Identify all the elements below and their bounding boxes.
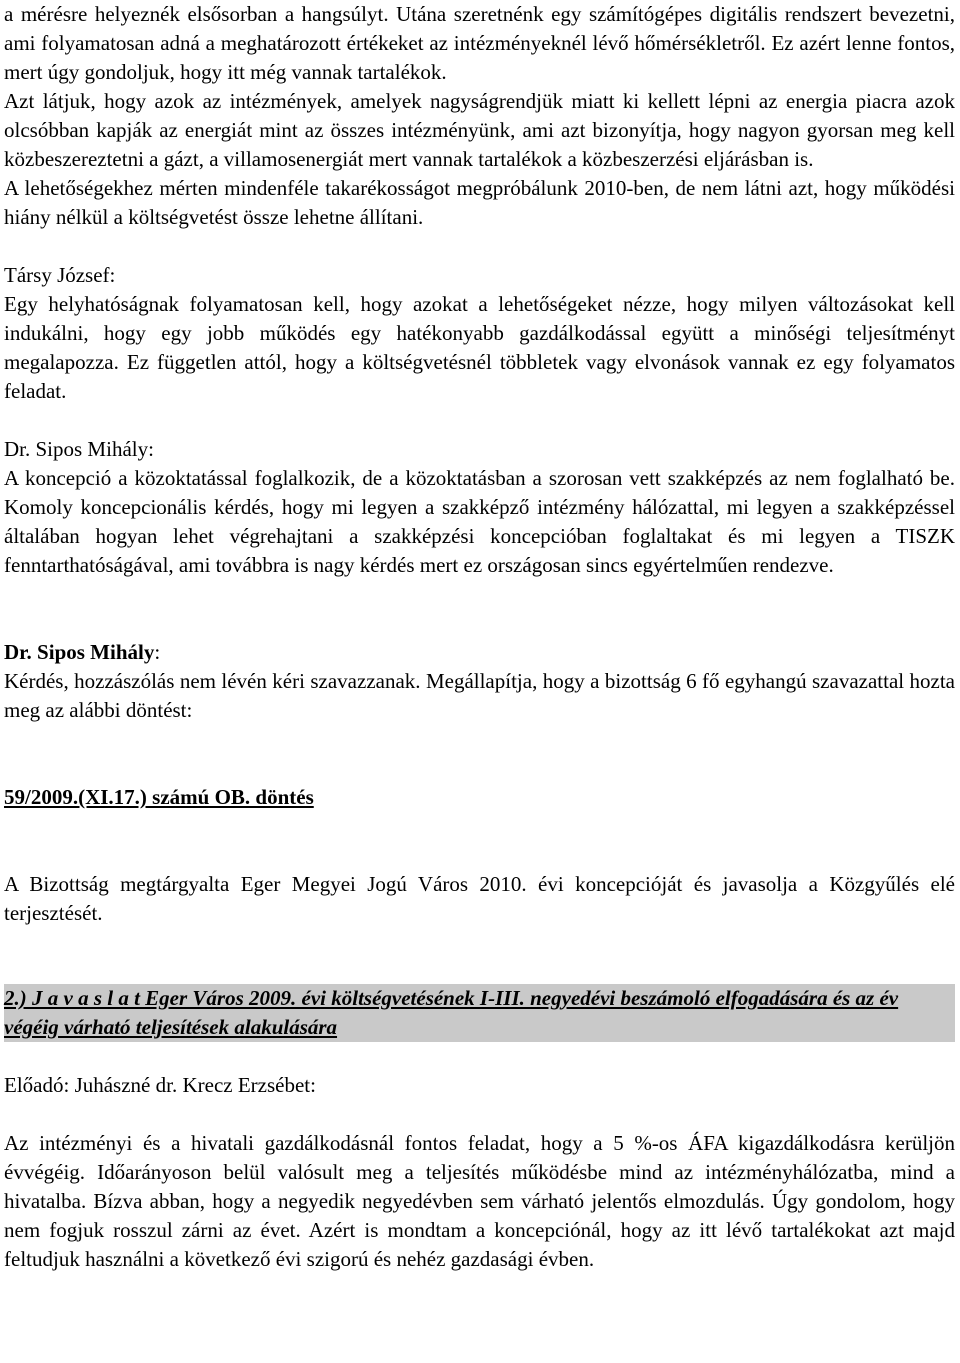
spacer bbox=[4, 928, 955, 984]
paragraph-local-authority: Egy helyhatóságnak folyamatosan kell, hogy azokat a lehetőségeket nézze, hogy milyen változásokat kell indukálni, hogy egy jobb működés egy hatékonyabb gazdálkodással együtt a minőségi teljesítményt megalapozza. Ez független attól, hogy a költségvetésnél többletek vagy elvonások vannak ez egy folyamatos feladat. bbox=[4, 292, 955, 403]
spacer bbox=[4, 580, 955, 638]
paragraph-vocational-training: A koncepció a közoktatással foglalkozik, de a közoktatásban a szorosan vett szakképzés az nem foglalható be. Komoly koncepcionális kérdés, hogy mi legyen a szakképző intézmény hálózattal, mi legyen a szakképzéssel általában hogyan lehet végrehajtani a szakképzési koncepcióban foglaltakat és mi legyen a TISZK fenntarthatóságával, ami továbbra is nagy kérdés mert ez országosan sincs egyértelműen rendezve. bbox=[4, 466, 955, 577]
speaker-dr-sipos-mihaly-bold bbox=[4, 638, 955, 667]
paragraph-savings-2010: A lehetőségekhez mérten mindenféle takarékosságot megpróbálunk 2010-ben, de nem látni azt, hogy működési hiány nélkül a költségvetést össze lehetne állítani. bbox=[4, 176, 955, 229]
speaker-presenter: Előadó: Juhászné dr. Krecz Erzsébet: bbox=[4, 1073, 316, 1097]
spacer bbox=[4, 406, 955, 435]
speaker-tarsy-jozsef: Társy József: bbox=[4, 263, 116, 287]
paragraph-budget-report: Az intézményi és a hivatali gazdálkodásnál fontos feladat, hogy a 5 %-os ÁFA kigazdálkodásra kerüljön évvégéig. Időarányoson belül valósult meg a teljesítés működésbe mind az intézményhálózatba, mind a hivatalba. Bízva abban, hogy a negyedik negyedévben sem várható jelentős elmozdulás. Úgy gondolom, hogy nem fogjuk rosszul zárni az évet. Azért is mondtam a koncepciónál, hogy az itt lévő tartalékokat azt majd feltudjuk használni a következő évi szigorú és nehéz gazdasági évben. bbox=[4, 1131, 955, 1271]
speaker-name-bold: Dr. Sipos Mihály bbox=[4, 640, 155, 664]
document-page bbox=[4, 0, 955, 1274]
paragraph-energy-measurement: a mérésre helyeznék elsősorban a hangsúlyt. Utána szeretnénk egy számítógépes digitális rendszert bevezetni, ami folyamatosan adná a meghatározott értékeket az intézményeknél lévő hőmérsékletről. Ez azért lenne fontos, mert úgy gondoljuk, hogy itt még vannak tartalékok. bbox=[4, 2, 955, 84]
speaker-colon: : bbox=[154, 640, 161, 664]
paragraph-vote-request: Kérdés, hozzászólás nem lévén kéri szavazzanak. Megállapítja, hogy a bizottság 6 fő egyhangú szavazattal hozta meg az alábbi döntést: bbox=[4, 669, 955, 722]
speaker-dr-sipos-mihaly: Dr. Sipos Mihály: bbox=[4, 437, 154, 461]
agenda-item-title: 2.) J a v a s l a t Eger Város 2009. évi költségvetésének I-III. negyedévi beszámoló elfogadására és az év végéig várható teljesítések alakulására bbox=[4, 984, 955, 1042]
spacer bbox=[4, 1100, 955, 1129]
decision-title: 59/2009.(XI.17.) számú OB. döntés bbox=[4, 785, 314, 809]
spacer bbox=[4, 232, 955, 261]
spacer bbox=[4, 1042, 955, 1071]
spacer bbox=[4, 725, 955, 783]
paragraph-committee-decision: A Bizottság megtárgyalta Eger Megyei Jogú Város 2010. évi koncepcióját és javasolja a Közgyűlés elé terjesztését. bbox=[4, 872, 955, 925]
spacer bbox=[4, 812, 955, 870]
paragraph-energy-market: Azt látjuk, hogy azok az intézmények, amelyek nagyságrendjük miatt ki kellett lépni az energia piacra azok olcsóbban kapják az energiát mint az összes intézményünk, ami azt bizonyítja, hogy nagyon gyorsan meg kell közbeszereztetni a gázt, a villamosenergiát mert vannak tartalékok a közbeszerzési eljárásban is. bbox=[4, 89, 955, 171]
